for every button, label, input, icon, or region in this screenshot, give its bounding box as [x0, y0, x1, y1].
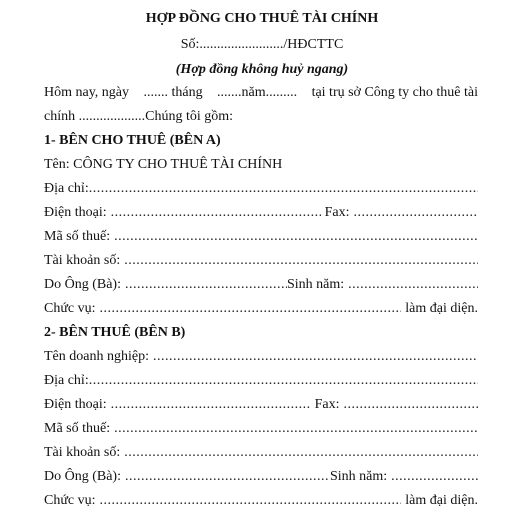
- party-b-tax-label: Mã số thuế:: [44, 421, 111, 436]
- party-b-company-row[interactable]: [44, 348, 478, 366]
- party-a-tax-label: Mã số thuế:: [44, 229, 111, 244]
- party-a-rep-field[interactable]: [125, 276, 287, 294]
- party-a-born-field[interactable]: [348, 276, 478, 294]
- party-a-phone-label: Điện thoại:: [44, 205, 107, 220]
- party-a-phone-row[interactable]: [44, 204, 478, 222]
- party-b-rep-row[interactable]: [44, 468, 478, 486]
- party-b-address-row[interactable]: [44, 372, 478, 390]
- party-a-tax-row[interactable]: [44, 228, 478, 246]
- party-a-name-row: [44, 156, 282, 174]
- party-a-account-row[interactable]: [44, 252, 478, 270]
- party-b-position-field[interactable]: [100, 492, 402, 510]
- party-a-rep-label: Do Ông (Bà):: [44, 277, 121, 292]
- party-a-fax-label: Fax:: [324, 205, 350, 220]
- party-a-address-label: Địa chỉ:: [44, 181, 89, 196]
- party-b-address-label: Địa chỉ:: [44, 373, 89, 388]
- party-a-address-row[interactable]: [44, 180, 478, 198]
- party-a-name-label: Tên:: [44, 157, 70, 172]
- party-b-company-field[interactable]: [153, 348, 478, 366]
- intro-line-2-start: chính: [44, 109, 76, 124]
- party-b-rep-field[interactable]: [125, 468, 330, 486]
- party-a-fax-field[interactable]: [354, 204, 479, 222]
- party-b-phone-row[interactable]: [44, 396, 478, 414]
- party-a-position-suffix: làm đại diện.: [405, 301, 478, 316]
- party-a-rep-row[interactable]: [44, 276, 478, 294]
- party-a-account-label: Tài khoản số:: [44, 253, 121, 268]
- contract-number-dots: ........................: [199, 37, 284, 52]
- party-b-account-label: Tài khoản số:: [44, 445, 121, 460]
- party-b-phone-label: Điện thoại:: [44, 397, 107, 412]
- party-b-born-field[interactable]: [391, 468, 478, 486]
- party-b-position-row[interactable]: [44, 492, 478, 510]
- party-a-born-label: Sinh năm:: [287, 277, 345, 292]
- party-b-tax-row[interactable]: [44, 420, 478, 438]
- intro-line-2-dots: ...................: [78, 109, 146, 124]
- party-a-heading: 1- BÊN CHO THUÊ (BÊN A): [44, 133, 221, 148]
- party-b-position-label: Chức vụ:: [44, 493, 96, 508]
- party-a-account-field[interactable]: [124, 252, 478, 270]
- party-a-phone-field[interactable]: [111, 204, 321, 222]
- contract-number-suffix: /HĐCTTC: [283, 37, 344, 52]
- contract-subtitle: (Hợp đồng không huỷ ngang): [175, 62, 349, 77]
- party-b-fax-field[interactable]: [344, 396, 479, 414]
- party-b-address-field[interactable]: [89, 372, 478, 390]
- party-b-born-label: Sinh năm:: [330, 469, 388, 484]
- party-b-account-row[interactable]: [44, 444, 478, 462]
- party-a-address-field[interactable]: [89, 180, 478, 198]
- contract-title: HỢP ĐỒNG CHO THUÊ TÀI CHÍNH: [145, 11, 379, 26]
- party-b-fax-label: Fax:: [314, 397, 340, 412]
- party-b-heading: 2- BÊN THUÊ (BÊN B): [44, 325, 186, 340]
- intro-word-month: ....... tháng: [143, 85, 203, 100]
- intro-line-2-end: Chúng tôi gồm:: [145, 109, 234, 124]
- contract-number-prefix: Số:: [180, 37, 200, 52]
- party-b-position-suffix: làm đại diện.: [405, 493, 478, 508]
- party-b-tax-field[interactable]: [114, 420, 478, 438]
- intro-line-1: [44, 84, 478, 102]
- intro-line-2: [44, 108, 233, 126]
- party-a-tax-field[interactable]: [114, 228, 478, 246]
- intro-word-location: tại trụ sở Công ty cho thuê tài: [311, 85, 478, 100]
- party-a-position-row[interactable]: [44, 300, 478, 318]
- party-a-position-label: Chức vụ:: [44, 301, 96, 316]
- party-b-phone-field[interactable]: [111, 396, 311, 414]
- contract-number: [0, 36, 524, 54]
- intro-word-date: Hôm nay, ngày: [44, 85, 130, 100]
- intro-word-year: .......năm.........: [217, 85, 298, 100]
- party-b-company-label: Tên doanh nghiệp:: [44, 349, 149, 364]
- party-a-name-value: CÔNG TY CHO THUÊ TÀI CHÍNH: [73, 157, 283, 172]
- party-b-account-field[interactable]: [124, 444, 478, 462]
- party-a-position-field[interactable]: [100, 300, 402, 318]
- party-b-rep-label: Do Ông (Bà):: [44, 469, 121, 484]
